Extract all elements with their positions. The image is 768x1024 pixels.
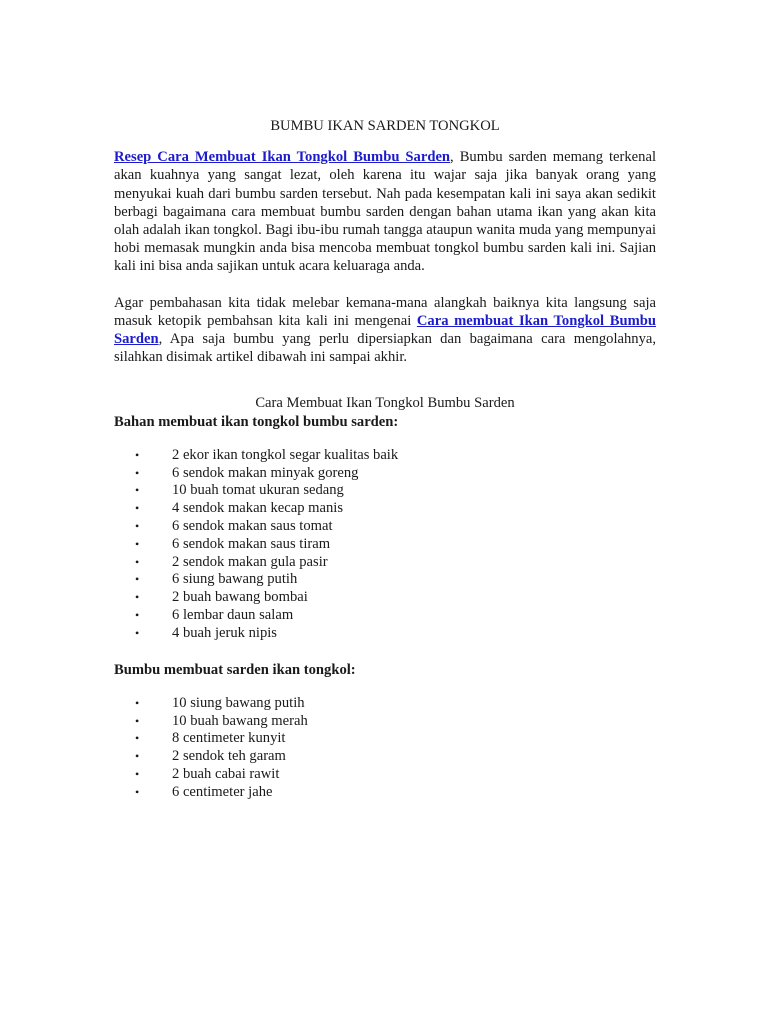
document-body: [114, 117, 656, 802]
bullet-icon: •: [135, 465, 140, 480]
document-title: BUMBU IKAN SARDEN TONGKOL: [270, 118, 500, 134]
bullet-icon: •: [135, 749, 140, 764]
list-item-text: 6 siung bawang putih: [172, 571, 298, 588]
bullet-icon: •: [135, 590, 140, 605]
list-item: [114, 554, 656, 572]
bullet-icon: •: [135, 767, 140, 781]
list-item-text: 2 sendok makan gula pasir: [172, 553, 328, 570]
list-item-text: 10 siung bawang putih: [172, 694, 305, 711]
list-item: [114, 518, 656, 536]
list-item: [114, 730, 656, 748]
list-item-text: 2 buah cabai rawit: [172, 766, 280, 782]
list-item-text: 10 buah bawang merah: [172, 712, 308, 729]
list-item: [114, 447, 656, 465]
list-item: [114, 607, 656, 625]
bullet-icon: •: [135, 536, 140, 551]
bullet-icon: •: [135, 572, 140, 587]
list-item: [114, 589, 656, 607]
bullet-icon: •: [135, 519, 140, 534]
bullet-icon: •: [135, 731, 140, 746]
list-item-text: 6 sendok makan saus tomat: [172, 518, 333, 535]
topic-text-before: Agar pembahasan kita tidak melebar kemana-mana alangkah baiknya kita langsung saja masuk ketopik pembahsan kita kali ini mengenai: [114, 294, 656, 329]
bumbu-list: [114, 695, 656, 802]
list-item-text: 8 centimeter kunyit: [172, 730, 286, 747]
bullet-icon: •: [135, 483, 140, 498]
list-item: [114, 500, 656, 518]
recipe-subtitle: Cara Membuat Ikan Tongkol Bumbu Sarden: [255, 395, 515, 412]
bullet-icon: •: [135, 625, 140, 640]
list-item: [114, 465, 656, 483]
list-item-text: 2 ekor ikan tongkol segar kualitas baik: [172, 446, 399, 463]
bullet-icon: •: [135, 713, 140, 728]
intro-text: , Bumbu sarden memang terkenal akan kuahnya yang sangat lezat, oleh karena itu wajar saja jika banyak orang yang menyukai kuah dari bumbu sarden tersebut. Nah pada kesempatan kali ini saya akan sedikit berbagi bagaimana cara membuat bumbu sarden dengan bahan utama ikan yang akan kita olah adalah ikan tongkol. Bagi ibu-ibu rumah tangga ataupun wanita muda yang mempunyai hobi memasak mungkin anda bisa mencoba membuat tongkol bumbu sarden kali ini. Sajian kali ini bisa anda sajikan untuk acara keluaraga anda.: [114, 149, 656, 275]
bahan-heading: Bahan membuat ikan tongkol bumbu sarden:: [114, 413, 399, 430]
bullet-icon: •: [135, 554, 140, 569]
list-item-text: 4 sendok makan kecap manis: [172, 500, 344, 517]
list-item-text: 6 sendok makan saus tiram: [172, 535, 331, 552]
topic-text-after: , Apa saja bumbu yang perlu dipersiapkan dan bagaimana cara mengolahnya, silahkan disimak artikel dibawah ini sampai akhir.: [114, 331, 656, 366]
list-item: [114, 536, 656, 554]
bumbu-heading: Bumbu membuat sarden ikan tongkol:: [114, 661, 356, 678]
bullet-icon: •: [135, 784, 140, 799]
bullet-icon: •: [135, 608, 140, 623]
bahan-list: [114, 447, 656, 643]
list-item-text: 6 sendok makan minyak goreng: [172, 464, 359, 481]
topic-paragraph: [114, 294, 656, 367]
list-item: [114, 784, 656, 802]
list-item-text: 10 buah tomat ukuran sedang: [172, 482, 344, 499]
list-item: [114, 748, 656, 766]
intro-paragraph: [114, 148, 656, 275]
topic-recipe-link[interactable]: Cara membuat Ikan Tongkol Bumbu Sarden: [114, 312, 656, 348]
list-item: [114, 695, 656, 713]
bullet-icon: •: [135, 501, 140, 516]
list-item: [114, 625, 656, 643]
list-item: [114, 766, 656, 784]
list-item-text: 2 buah bawang bombai: [172, 589, 308, 606]
intro-recipe-link[interactable]: Resep Cara Membuat Ikan Tongkol Bumbu Sarden: [114, 149, 451, 166]
bullet-icon: •: [135, 695, 140, 710]
list-item: [114, 571, 656, 589]
list-item-text: 2 sendok teh garam: [172, 748, 286, 765]
list-item: [114, 482, 656, 500]
list-item-text: 6 lembar daun salam: [172, 607, 294, 624]
list-item: [114, 713, 656, 731]
list-item-text: 6 centimeter jahe: [172, 783, 273, 800]
list-item-text: 4 buah jeruk nipis: [172, 624, 277, 641]
bullet-icon: •: [135, 447, 140, 462]
